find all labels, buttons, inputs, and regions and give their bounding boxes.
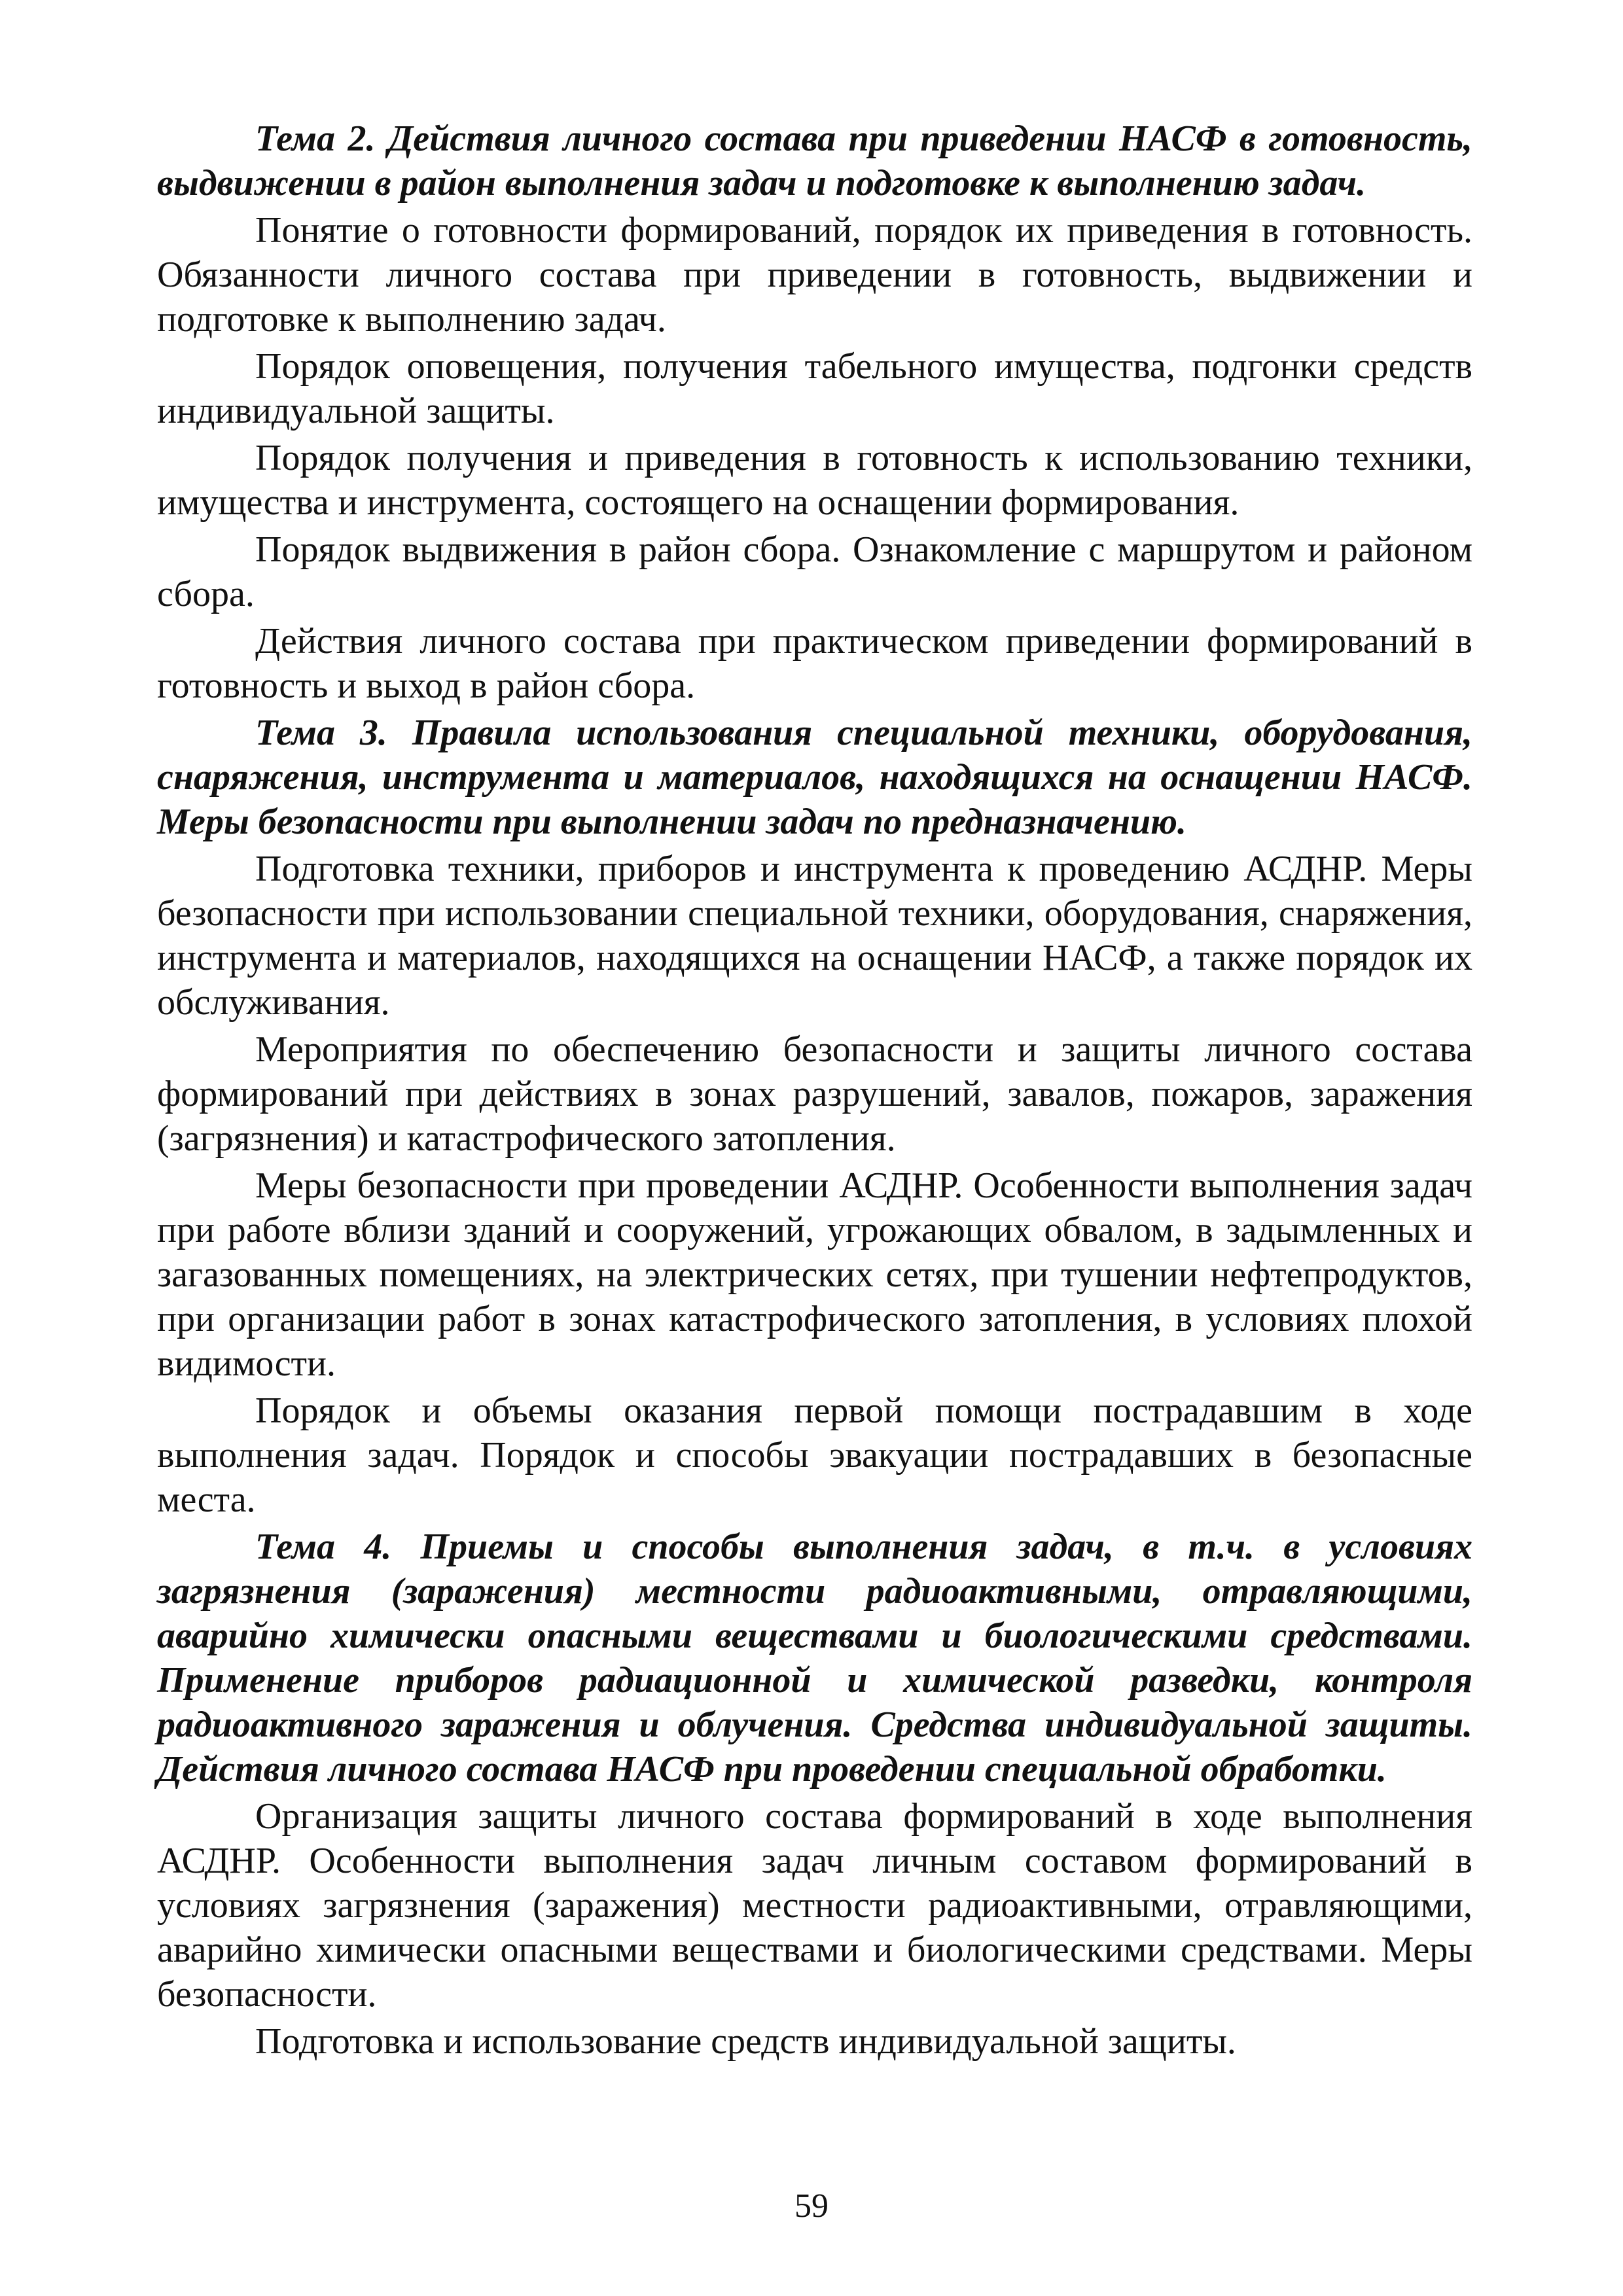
topic-4-heading: Тема 4. Приемы и способы выполнения задач, в т.ч. в условиях загрязнения (заражения) местности радиоактивными, отравляющими, аварийно химически опасными веществами и биологическими средствами. Применение приборов радиационной и химической разведки, контроля радиоактивного заражения и облучения. Средства индивидуальной защиты. Действия личного состава НАСФ при проведении специальной обработки. <box>157 1527 1472 1790</box>
paragraph: Действия личного состава при практическом приведении формирований в готовность и выход в район сбора. <box>157 621 1472 706</box>
paragraph: Понятие о готовности формирований, порядок их приведения в готовность. Обязанности личного состава при приведении в готовность, выдвижении и подготовке к выполнению задач. <box>157 210 1472 340</box>
paragraph: Порядок и объемы оказания первой помощи пострадавшим в ходе выполнения задач. Порядок и способы эвакуации пострадавших в безопасные места. <box>157 1390 1472 1520</box>
paragraph: Меры безопасности при проведении АСДНР. Особенности выполнения задач при работе вблизи зданий и сооружений, угрожающих обвалом, в задымленных и загазованных помещениях, на электрических сетях, при тушении нефтепродуктов, при организации работ в зонах катастрофического затопления, в условиях плохой видимости. <box>157 1165 1472 1384</box>
topic-2-heading: Тема 2. Действия личного состава при приведении НАСФ в готовность, выдвижении в район выполнения задач и подготовке к выполнению задач. <box>157 118 1472 203</box>
page-number: 59 <box>794 2187 829 2225</box>
paragraph: Порядок выдвижения в район сбора. Ознакомление с маршрутом и районом сбора. <box>157 529 1472 614</box>
paragraph: Подготовка техники, приборов и инструмента к проведению АСДНР. Меры безопасности при использовании специальной техники, оборудования, снаряжения, инструмента и материалов, находящихся на оснащении НАСФ, а также порядок их обслуживания. <box>157 849 1472 1023</box>
paragraph: Организация защиты личного состава формирований в ходе выполнения АСДНР. Особенности выполнения задач личным составом формирований в условиях загрязнения (заражения) местности радиоактивными, отравляющими, аварийно химически опасными веществами и биологическими средствами. Меры безопасности. <box>157 1796 1472 2015</box>
paragraph: Порядок оповещения, получения табельного имущества, подгонки средств индивидуальной защиты. <box>157 346 1472 431</box>
paragraph: Порядок получения и приведения в готовность к использованию техники, имущества и инструмента, состоящего на оснащении формирования. <box>157 438 1472 523</box>
paragraph: Мероприятия по обеспечению безопасности и защиты личного состава формирований при действиях в зонах разрушений, завалов, пожаров, заражения (загрязнения) и катастрофического затопления. <box>157 1029 1472 1159</box>
topic-3-heading: Тема 3. Правила использования специальной техники, оборудования, снаряжения, инструмента и материалов, находящихся на оснащении НАСФ. Меры безопасности при выполнении задач по предназначению. <box>157 713 1472 842</box>
paragraph: Подготовка и использование средств индивидуальной защиты. <box>255 2021 1236 2062</box>
document-page <box>157 116 1472 2064</box>
